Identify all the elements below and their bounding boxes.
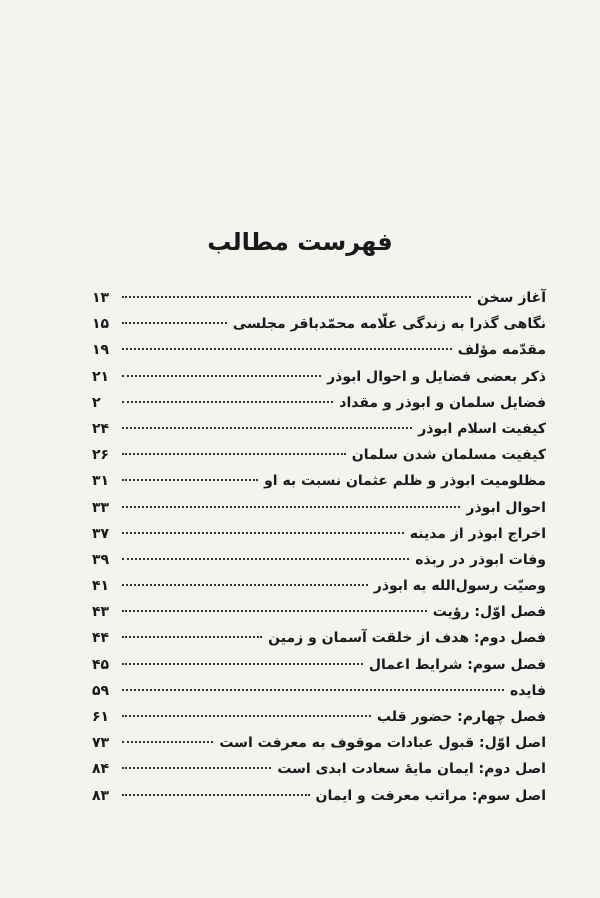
dot-leader <box>122 453 346 455</box>
toc-entry-label: آغاز سخن <box>476 290 546 306</box>
toc-entry-page-number: ۲ <box>92 394 101 411</box>
toc-entry-label: ذکر بعضی فضایل و احوال ابوذر <box>327 368 546 385</box>
toc-entry <box>92 604 546 630</box>
toc-entry-label: فصل دوم: هدف از خلقت آسمان و زمین <box>268 630 546 647</box>
toc-entry <box>92 369 546 395</box>
toc-entry <box>92 709 546 735</box>
toc-entry <box>92 683 546 709</box>
toc-entry-page-number: ۶۱ <box>92 709 110 725</box>
toc-entry <box>92 630 546 656</box>
toc-entry-page-number: ۷۳ <box>92 735 110 752</box>
toc-entry-label: فایده <box>509 682 546 699</box>
dot-leader <box>122 375 321 377</box>
toc-entry <box>92 500 546 526</box>
dot-leader <box>122 427 412 429</box>
toc-entry-label: مقدّمه مؤلف <box>457 342 546 359</box>
toc-entry <box>92 342 546 368</box>
toc-entry <box>92 657 546 683</box>
toc-entry-page-number: ۱۵ <box>92 316 110 333</box>
dot-leader <box>122 506 460 508</box>
toc-entry-page-number: ۴۳ <box>92 604 110 621</box>
toc-entry <box>92 290 546 316</box>
toc-entry-label: اصل سوم: مراتب معرفت و ایمان <box>315 787 546 804</box>
dot-leader <box>122 322 227 324</box>
toc-entry <box>92 395 546 421</box>
dot-leader <box>122 689 504 691</box>
toc-entry-label: کیفیت اسلام ابوذر <box>418 420 546 437</box>
dot-leader <box>122 401 333 403</box>
toc-entry-label: اصل اوّل: قبول عبادات موقوف به معرفت است <box>219 735 546 752</box>
dot-leader <box>122 636 262 638</box>
toc-entry <box>92 578 546 604</box>
toc-entry-label: مظلومیت ابوذر و ظلم عثمان نسبت به او <box>264 473 546 490</box>
dot-leader <box>122 610 427 612</box>
toc-entry-page-number: ۳۱ <box>92 473 110 490</box>
toc-entry-label: فضایل سلمان و ابوذر و مقداد <box>339 394 546 411</box>
dot-leader <box>122 296 471 298</box>
dot-leader <box>122 558 409 560</box>
dot-leader <box>122 532 404 534</box>
toc-entry <box>92 316 546 342</box>
toc-entry-label: فصل اوّل: رؤیت <box>432 604 546 621</box>
toc-entry <box>92 473 546 499</box>
toc-entry-label: نگاهی گذرا به زندگی علّامه محمّدباقر مجلسی <box>232 316 546 333</box>
toc-entry-label: اخراج ابوذر از مدینه <box>409 525 546 542</box>
toc-entry-label: اصل دوم: ایمان مایهٔ سعادت ابدی است <box>277 761 546 778</box>
toc-entry <box>92 526 546 552</box>
toc-entry-label: فصل سوم: شرایط اعمال <box>368 656 546 673</box>
dot-leader <box>122 767 271 769</box>
toc-entry <box>92 447 546 473</box>
toc-entry <box>92 761 546 787</box>
toc-entry-page-number: ۸۳ <box>92 787 110 804</box>
toc-entry-page-number: ۲۶ <box>92 447 110 464</box>
toc-entry-label: وفات ابوذر در ربذه <box>415 551 546 568</box>
toc-entry-page-number: ۲۴ <box>92 420 110 437</box>
dot-leader <box>122 348 452 350</box>
toc-entry-page-number: ۴۴ <box>92 630 110 647</box>
toc-entry-label: وصیّت رسول‌الله به ابوذر <box>373 578 546 595</box>
toc-entry-label: کیفیت مسلمان شدن سلمان <box>351 447 546 464</box>
toc-entry <box>92 735 546 761</box>
dot-leader <box>122 741 213 743</box>
toc-entry-page-number: ۱۳ <box>92 290 110 306</box>
toc-entry-label: فصل چهارم: حضور قلب <box>376 709 546 725</box>
page-title: فهرست مطالب <box>207 228 393 256</box>
dot-leader <box>122 715 371 717</box>
toc-entry-page-number: ۲۱ <box>92 368 110 385</box>
toc-entry-page-number: ۱۹ <box>92 342 110 359</box>
toc-entry-page-number: ۸۴ <box>92 761 110 778</box>
dot-leader <box>122 479 258 481</box>
toc-list <box>92 290 546 814</box>
dot-leader <box>122 794 310 796</box>
toc-entry <box>92 552 546 578</box>
toc-entry-page-number: ۳۹ <box>92 551 110 568</box>
toc-entry-page-number: ۴۵ <box>92 656 110 673</box>
dot-leader <box>122 663 363 665</box>
toc-entry-label: احوال ابوذر <box>466 499 546 516</box>
toc-entry <box>92 421 546 447</box>
toc-entry-page-number: ۳۷ <box>92 525 110 542</box>
toc-entry-page-number: ۴۱ <box>92 578 110 595</box>
toc-entry-page-number: ۳۳ <box>92 499 110 516</box>
toc-entry <box>92 788 546 814</box>
dot-leader <box>122 584 368 586</box>
toc-entry-page-number: ۵۹ <box>92 682 110 699</box>
